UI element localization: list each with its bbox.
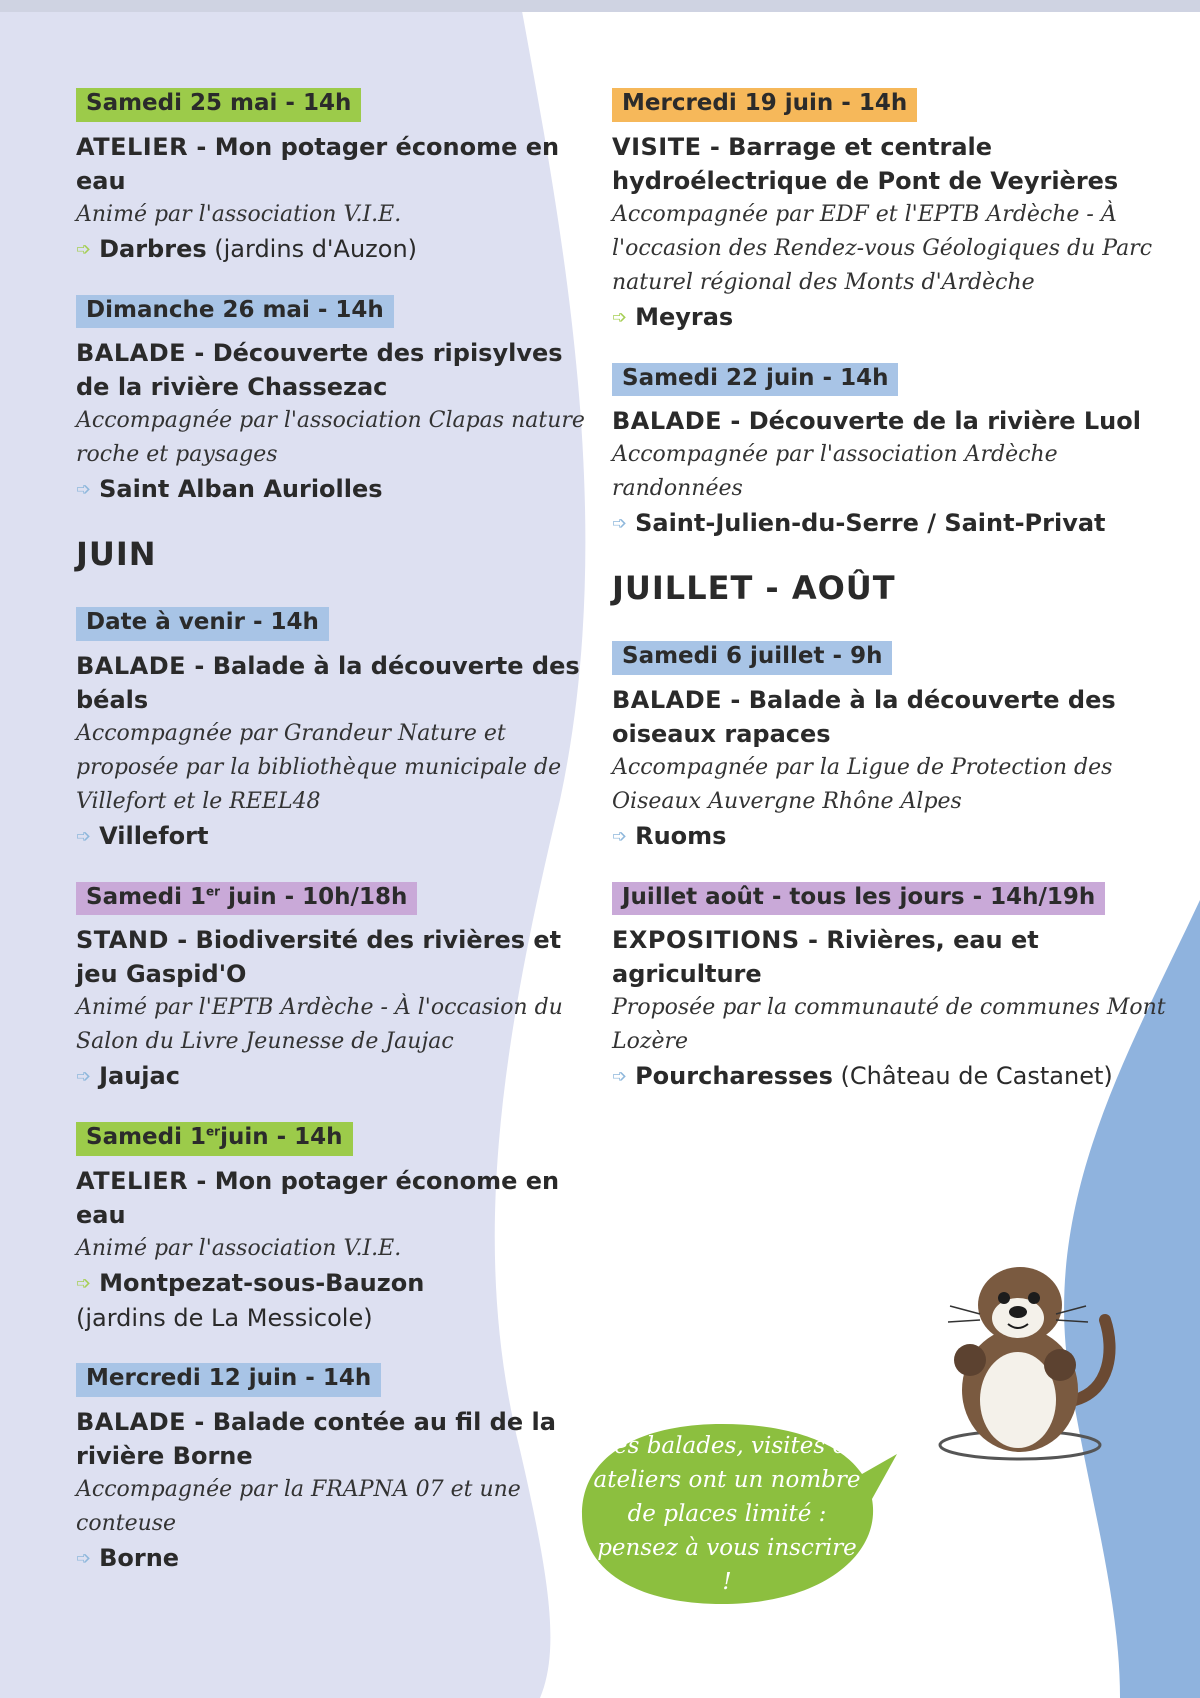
event-location [76, 232, 596, 267]
event-title: BALADE - Balade à la découverte des oiseaux rapaces [612, 685, 1116, 748]
arrow-icon: ➩ [76, 479, 92, 501]
event-date: Samedi 22 juin - 14h [612, 363, 898, 397]
event-kind: BALADE [612, 685, 723, 714]
event-name: Mon potager économe en eau [76, 132, 560, 195]
location-name: Saint-Julien-du-Serre / Saint-Privat [635, 509, 1106, 538]
event-juillet-aout-expositions [612, 882, 1172, 1095]
location-detail: (Château de Castanet) [840, 1062, 1113, 1091]
event-location [76, 1059, 596, 1094]
date-text: juin - 10h/18h [220, 883, 408, 910]
date-ordinal: er [206, 1124, 221, 1139]
event-date [76, 1122, 353, 1156]
date-ordinal: er [206, 884, 221, 899]
date-text: juin - 14h [220, 1124, 343, 1151]
event-kind: BALADE [76, 1407, 187, 1436]
event-location [612, 819, 1172, 854]
event-date: Samedi 25 mai - 14h [76, 88, 361, 122]
event-name: Balade à la découverte des béals [76, 651, 580, 714]
event-location [76, 1266, 596, 1335]
arrow-icon: ➩ [76, 825, 92, 847]
event-description: Accompagnée par la FRAPNA 07 et une conteuse [76, 1476, 521, 1536]
event-26-mai [76, 295, 596, 508]
top-edge [0, 0, 1200, 12]
event-location [612, 300, 1172, 335]
event-title: ATELIER - Mon potager économe en eau [76, 1166, 560, 1229]
location-name: Meyras [635, 302, 734, 331]
event-title: STAND - Biodiversité des rivières et jeu Gaspid'O [76, 926, 562, 989]
location-name: Darbres [99, 234, 207, 263]
event-description: Proposée par la communauté de communes Mont Lozère [612, 995, 1166, 1055]
event-name: Rivières, eau et agriculture [612, 926, 1039, 989]
event-location [76, 819, 596, 854]
right-column [612, 88, 1172, 1122]
arrow-icon: ➩ [76, 1547, 92, 1569]
location-detail: (jardins de La Messicole) [76, 1303, 373, 1332]
event-name: Balade contée au fil de la rivière Borne [76, 1407, 556, 1470]
event-description: Animé par l'EPTB Ardèche - À l'occasion du Salon du Livre Jeunesse de Jaujac [76, 995, 563, 1055]
info-speech-bubble [552, 1414, 902, 1614]
event-1-juin-atelier [76, 1122, 596, 1335]
event-name: Découverte des ripisylves de la rivière Chassezac [76, 339, 563, 402]
arrow-icon: ➩ [612, 825, 628, 847]
location-detail: (jardins d'Auzon) [214, 234, 418, 263]
event-location [76, 1541, 596, 1576]
event-date: Mercredi 19 juin - 14h [612, 88, 917, 122]
location-name: Ruoms [635, 821, 727, 850]
event-location [76, 472, 596, 507]
date-text: Samedi 1 [86, 1124, 207, 1151]
event-date [76, 882, 417, 916]
event-description: Accompagnée par Grandeur Nature et proposée par la bibliothèque municipale de Villefort et le REEL48 [76, 720, 562, 814]
event-kind: BALADE [612, 407, 723, 436]
location-name: Jaujac [99, 1062, 180, 1091]
event-date: Samedi 6 juillet - 9h [612, 641, 892, 675]
otter-mascot-illustration [900, 1240, 1150, 1470]
event-6-juillet [612, 641, 1172, 854]
event-description: Accompagnée par l'association Clapas nature roche et paysages [76, 408, 585, 468]
event-description: Animé par l'association V.I.E. [76, 201, 402, 227]
event-kind: ATELIER [76, 1166, 189, 1195]
date-text: Samedi 1 [86, 883, 207, 910]
location-name: Montpezat-sous-Bauzon [99, 1268, 425, 1297]
month-heading-juillet-aout: JUILLET - AOÛT [612, 569, 896, 608]
event-kind: ATELIER [76, 132, 189, 161]
event-title: BALADE - Balade contée au fil de la rivière Borne [76, 1407, 556, 1470]
event-25-mai [76, 88, 596, 267]
event-title: EXPOSITIONS - Rivières, eau et agriculture [612, 926, 1039, 989]
bubble-text: Les balades, visites et ateliers ont un nombre de places limité : pensez à vous inscrire ! [593, 1433, 861, 1595]
arrow-icon: ➩ [612, 513, 628, 535]
event-title: ATELIER - Mon potager économe en eau [76, 132, 560, 195]
event-1-juin-stand [76, 882, 596, 1095]
event-kind: VISITE [612, 132, 702, 161]
event-12-juin [76, 1363, 596, 1576]
arrow-icon: ➩ [76, 1272, 92, 1294]
event-date: Juillet août - tous les jours - 14h/19h [612, 882, 1105, 916]
event-location [612, 1059, 1172, 1094]
event-kind: STAND [76, 926, 169, 955]
event-name: Balade à la découverte des oiseaux rapaces [612, 685, 1116, 748]
event-kind: EXPOSITIONS [612, 926, 800, 955]
event-date: Date à venir - 14h [76, 607, 329, 641]
month-heading-juin: JUIN [76, 535, 157, 574]
event-date: Dimanche 26 mai - 14h [76, 295, 394, 329]
event-description: Accompagnée par la Ligue de Protection des Oiseaux Auvergne Rhône Alpes [612, 754, 1113, 814]
event-date: Mercredi 12 juin - 14h [76, 1363, 381, 1397]
arrow-icon: ➩ [76, 238, 92, 260]
event-description: Accompagnée par EDF et l'EPTB Ardèche - À l'occasion des Rendez-vous Géologiques du Parc naturel régional des Monts d'Ardèche [612, 201, 1153, 295]
event-name: Mon potager économe en eau [76, 1166, 560, 1229]
arrow-icon: ➩ [612, 1066, 628, 1088]
event-date-a-venir [76, 607, 596, 854]
arrow-icon: ➩ [76, 1066, 92, 1088]
left-column [76, 88, 596, 1604]
event-location [612, 506, 1172, 541]
event-name: Barrage et centrale hydroélectrique de Pont de Veyrières [612, 132, 1119, 195]
event-title: BALADE - Découverte des ripisylves de la rivière Chassezac [76, 339, 563, 402]
location-name: Saint Alban Auriolles [99, 475, 383, 504]
location-name: Pourcharesses [635, 1062, 833, 1091]
event-title: BALADE - Balade à la découverte des béals [76, 651, 580, 714]
event-description: Accompagnée par l'association Ardèche randonnées [612, 442, 1058, 502]
event-name: Biodiversité des rivières et jeu Gaspid'O [76, 926, 562, 989]
arrow-icon: ➩ [612, 306, 628, 328]
location-name: Villefort [99, 821, 209, 850]
event-title: BALADE - Découverte de la rivière Luol [612, 407, 1141, 436]
location-name: Borne [99, 1543, 180, 1572]
event-kind: BALADE [76, 339, 187, 368]
event-name: Découverte de la rivière Luol [748, 407, 1141, 436]
event-kind: BALADE [76, 651, 187, 680]
event-title: VISITE - Barrage et centrale hydroélectrique de Pont de Veyrières [612, 132, 1119, 195]
event-19-juin [612, 88, 1172, 335]
event-22-juin [612, 363, 1172, 542]
event-description: Animé par l'association V.I.E. [76, 1235, 402, 1261]
